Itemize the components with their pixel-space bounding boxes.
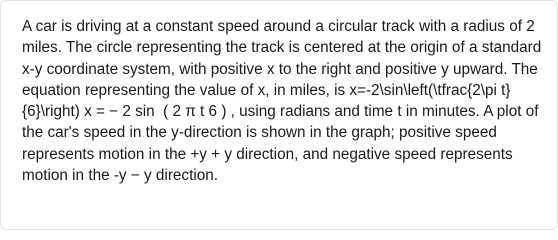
question-text: A car is driving at a constant speed around a circular track with a radius of 2 miles. The circle representing the track is centered at the origin of a standard x-y coordinate system, with positive x to the right and positive y upward. The equation representing the value of x, in miles, is x=-2\sin\left(\tfrac{2\pi t}{6}\right) x = − 2 sin ⁡ ( 2 π t 6 ) , using radians and time t in minutes. A plot of the car's speed in the y-direction is shown in the graph; positive speed represents motion in the +y + y direction, and negative speed represents motion in the -y − y direction. — [22, 18, 542, 185]
